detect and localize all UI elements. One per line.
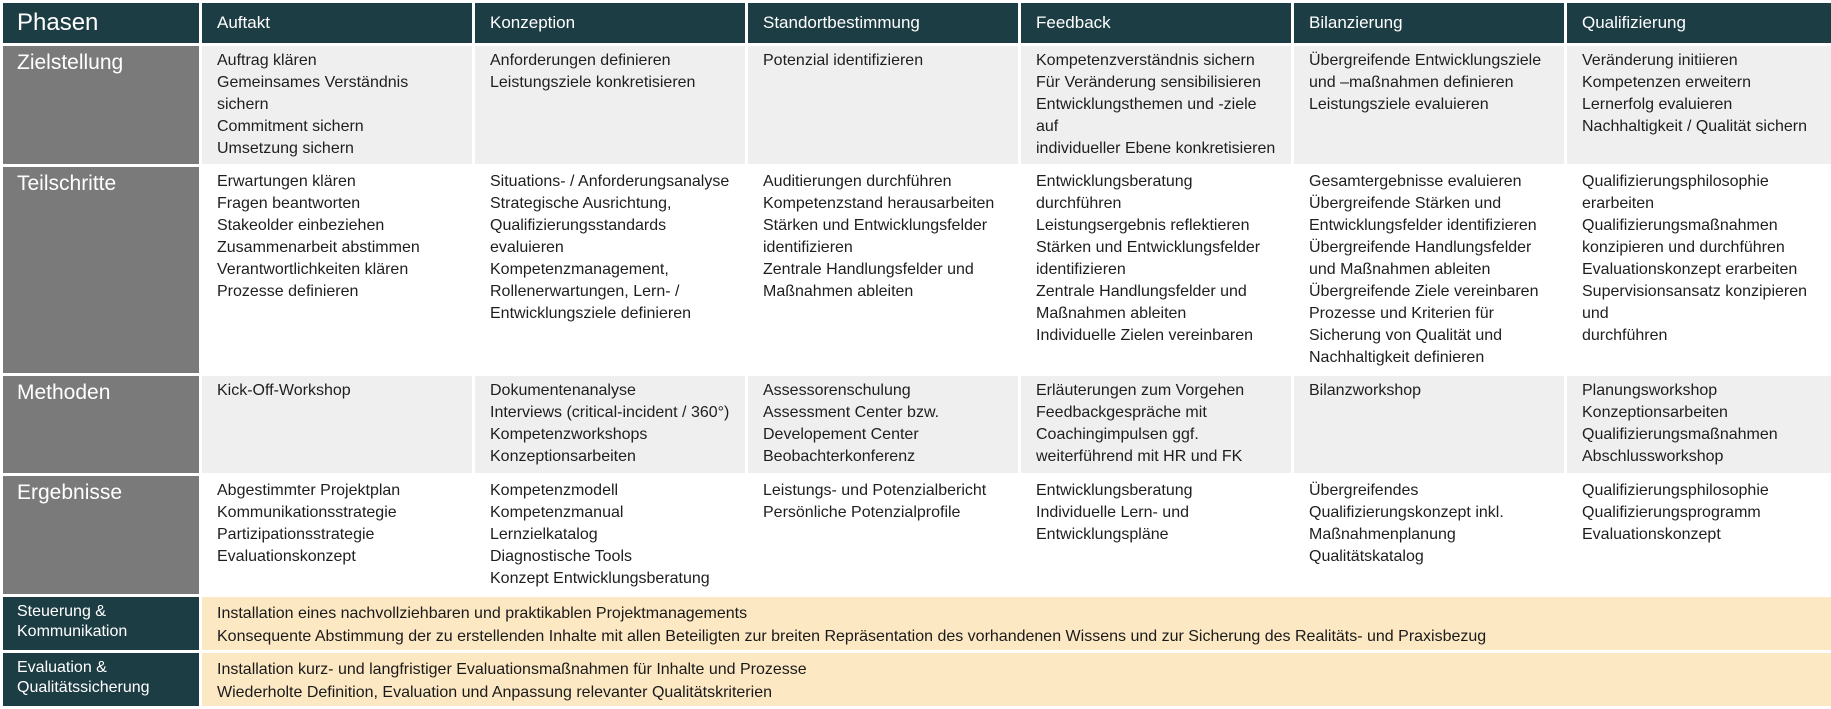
cell-line: Abschlussworkshop [1582, 448, 1724, 465]
cell-line: weiterführend mit HR und FK [1036, 448, 1243, 465]
cell-line: Assessorenschulung [763, 382, 911, 399]
cell-line: Veränderung initiieren [1582, 52, 1738, 69]
cell-line: Prozesse definieren [217, 283, 359, 300]
band-label-line: Kommunikation [17, 623, 128, 640]
band-line: Installation kurz- und langfristiger Evaluationsmaßnahmen für Inhalte und Prozesse [217, 661, 807, 678]
cell-line: Beobachterkonferenz [763, 448, 916, 465]
cell-line: Evaluationskonzept [1582, 526, 1721, 543]
cell-line: Entwicklungsfelder identifizieren [1309, 217, 1537, 234]
cell-line: Stärken und Entwicklungsfelder [1036, 239, 1261, 256]
cell-line: Erwartungen klären [217, 173, 356, 190]
cell-line: Planungsworkshop [1582, 382, 1718, 399]
cell-line: Commitment sichern [217, 118, 364, 135]
cell-line: Maßnahmenplanung [1309, 526, 1456, 543]
cell-line: Kompetenzstand herausarbeiten [763, 195, 995, 212]
corner-header: Phasen [3, 3, 199, 43]
cell-line: Stakeolder einbeziehen [217, 217, 385, 234]
cell-line: Übergreifende Stärken und [1309, 195, 1502, 212]
cell-line: Kompetenzmodell [490, 482, 619, 499]
cell-methoden-auftakt [202, 376, 472, 473]
row-label-ergebnisse: Ergebnisse [3, 476, 199, 594]
cell-line: konzipieren und durchführen [1582, 239, 1785, 256]
cell-ergebnisse-konzeption [475, 476, 745, 594]
phase-header-standortbestimmung: Standortbestimmung [748, 3, 1018, 43]
cell-line: Übergreifende Ziele vereinbaren [1309, 283, 1539, 300]
cell-line: Evaluationskonzept erarbeiten [1582, 261, 1798, 278]
cell-line: Kompetenzmanual [490, 504, 624, 521]
header-row [3, 3, 1831, 43]
band-label-line: Qualitätssicherung [17, 679, 150, 696]
cell-line: Rollenerwartungen, Lern- / [490, 283, 680, 300]
cell-line: Maßnahmen ableiten [763, 283, 914, 300]
cell-line: Leistungsziele evaluieren [1309, 96, 1489, 113]
cell-line: Qualifizierungsphilosophie [1582, 482, 1769, 499]
phase-header-feedback: Feedback [1021, 3, 1291, 43]
cell-line: Developement Center [763, 426, 919, 443]
cell-line: Prozesse und Kriterien für [1309, 305, 1494, 322]
cell-line: Leistungsergebnis reflektieren [1036, 217, 1250, 234]
cell-line: Diagnostische Tools [490, 548, 633, 565]
cell-line: Für Veränderung sensibilisieren [1036, 74, 1262, 91]
cell-line: Interviews (critical-incident / 360°) [490, 404, 730, 421]
cell-line: Umsetzung sichern [217, 140, 354, 157]
cell-line: Gemeinsames Verständnis sichern [217, 74, 409, 113]
band-line: Konsequente Abstimmung der zu erstellenden Inhalte mit allen Beteiligten zur breiten Repräsentation des vorhandenen Wissens und zur Sicherung des Realitäts- und Praxisbezug [217, 628, 1487, 645]
cell-line: Kompetenzen erweitern [1582, 74, 1751, 91]
cell-line: Konzeptionsarbeiten [490, 448, 636, 465]
cell-teilschritte-konzeption [475, 167, 745, 373]
cell-line: erarbeiten [1582, 195, 1655, 212]
cell-line: Individuelle Lern- und [1036, 504, 1189, 521]
cell-line: Zentrale Handlungsfelder und [763, 261, 974, 278]
cell-line: Coachingimpulsen ggf. [1036, 426, 1199, 443]
cell-line: Nachhaltigkeit definieren [1309, 349, 1485, 366]
cell-line: Verantwortlichkeiten klären [217, 261, 409, 278]
cell-line: Persönliche Potenzialprofile [763, 504, 961, 521]
cell-zielstellung-standortbestimmung [748, 46, 1018, 164]
row-label-teilschritte: Teilschritte [3, 167, 199, 373]
cell-line: Qualifizierungsprogramm [1582, 504, 1761, 521]
cell-ergebnisse-qualifizierung [1567, 476, 1831, 594]
band-content-steuerung [202, 597, 1831, 650]
cell-zielstellung-auftakt [202, 46, 472, 164]
cell-zielstellung-bilanzierung [1294, 46, 1564, 164]
cell-line: Leistungs- und Potenzialbericht [763, 482, 987, 499]
cell-line: Entwicklungsthemen und -ziele auf [1036, 96, 1257, 135]
cell-methoden-konzeption [475, 376, 745, 473]
cell-line: Entwicklungsberatung [1036, 482, 1193, 499]
cell-teilschritte-qualifizierung [1567, 167, 1831, 373]
cell-line: Leistungsziele konkretisieren [490, 74, 696, 91]
cell-line: Konzeptionsarbeiten [1582, 404, 1728, 421]
row-ergebnisse [3, 476, 1831, 594]
cell-line: Qualifizierungsmaßnahmen [1582, 217, 1778, 234]
cell-methoden-bilanzierung [1294, 376, 1564, 473]
cell-line: Qualifizierungsstandards evaluieren [490, 217, 667, 256]
cell-teilschritte-standortbestimmung [748, 167, 1018, 373]
cell-line: Entwicklungsberatung durchführen [1036, 173, 1193, 212]
cell-methoden-qualifizierung [1567, 376, 1831, 473]
cell-line: Abgestimmter Projektplan [217, 482, 401, 499]
cell-line: Supervisionsansatz konzipieren und [1582, 283, 1808, 322]
cell-methoden-feedback [1021, 376, 1291, 473]
cell-teilschritte-feedback [1021, 167, 1291, 373]
band-label-steuerung [3, 597, 199, 650]
cell-line: Zentrale Handlungsfelder und [1036, 283, 1247, 300]
band-label-line: Evaluation & [17, 659, 107, 676]
cell-line: Assessment Center bzw. [763, 404, 940, 421]
cell-line: Nachhaltigkeit / Qualität sichern [1582, 118, 1807, 135]
cell-zielstellung-feedback [1021, 46, 1291, 164]
cell-teilschritte-bilanzierung [1294, 167, 1564, 373]
cell-line: Übergreifendes [1309, 482, 1419, 499]
cell-line: Individuelle Zielen vereinbaren [1036, 327, 1254, 344]
cell-line: Kompetenzworkshops [490, 426, 648, 443]
row-label-zielstellung: Zielstellung [3, 46, 199, 164]
cell-line: Maßnahmen ableiten [1036, 305, 1187, 322]
cell-line: Stärken und Entwicklungsfelder [763, 217, 988, 234]
cell-line: Auftrag klären [217, 52, 317, 69]
row-zielstellung [3, 46, 1831, 164]
cell-line: Übergreifende Entwicklungsziele [1309, 52, 1542, 69]
cell-methoden-standortbestimmung [748, 376, 1018, 473]
cell-line: durchführen [1582, 327, 1668, 344]
row-teilschritte [3, 167, 1831, 373]
cell-ergebnisse-auftakt [202, 476, 472, 594]
cell-line: individueller Ebene konkretisieren [1036, 140, 1276, 157]
cell-line: Feedbackgespräche mit [1036, 404, 1207, 421]
cell-line: Qualitätskatalog [1309, 548, 1424, 565]
cell-line: Strategische Ausrichtung, [490, 195, 672, 212]
cell-line: Entwicklungsziele definieren [490, 305, 691, 322]
cell-line: Dokumentenanalyse [490, 382, 636, 399]
cell-line: Qualifizierungsmaßnahmen [1582, 426, 1778, 443]
band-line: Installation eines nachvollziehbaren und praktikablen Projektmanagements [217, 605, 748, 622]
cell-line: Kommunikationsstrategie [217, 504, 397, 521]
cell-line: und –maßnahmen definieren [1309, 74, 1514, 91]
cell-line: Zusammenarbeit abstimmen [217, 239, 420, 256]
cell-line: Bilanzworkshop [1309, 382, 1422, 399]
cell-line: identifizieren [763, 239, 853, 256]
cell-zielstellung-qualifizierung [1567, 46, 1831, 164]
band-content-evaluation [202, 653, 1831, 706]
cell-line: Entwicklungspläne [1036, 526, 1169, 543]
phase-header-qualifizierung: Qualifizierung [1567, 3, 1831, 43]
cell-teilschritte-auftakt [202, 167, 472, 373]
band-label-line: Steuerung & [17, 603, 106, 620]
phase-header-bilanzierung: Bilanzierung [1294, 3, 1564, 43]
cell-line: identifizieren [1036, 261, 1126, 278]
band-label-evaluation [3, 653, 199, 706]
cell-line: Auditierungen durchführen [763, 173, 952, 190]
phase-header-auftakt: Auftakt [202, 3, 472, 43]
cell-line: Situations- / Anforderungsanalyse [490, 173, 730, 190]
band-steuerung [3, 597, 1831, 650]
row-label-methoden: Methoden [3, 376, 199, 473]
cell-line: Kick-Off-Workshop [217, 382, 351, 399]
cell-ergebnisse-bilanzierung [1294, 476, 1564, 594]
cell-ergebnisse-feedback [1021, 476, 1291, 594]
cell-line: Lernerfolg evaluieren [1582, 96, 1733, 113]
cell-line: Qualifizierungskonzept inkl. [1309, 504, 1504, 521]
cell-zielstellung-konzeption [475, 46, 745, 164]
cell-line: Fragen beantworten [217, 195, 361, 212]
row-methoden [3, 376, 1831, 473]
phase-header-konzeption: Konzeption [475, 3, 745, 43]
cell-line: Kompetenzverständnis sichern [1036, 52, 1255, 69]
cell-line: Lernzielkatalog [490, 526, 598, 543]
cell-line: Erläuterungen zum Vorgehen [1036, 382, 1245, 399]
cell-line: Evaluationskonzept [217, 548, 356, 565]
cell-line: Qualifizierungsphilosophie [1582, 173, 1769, 190]
cell-line: Partizipationsstrategie [217, 526, 375, 543]
cell-line: Übergreifende Handlungsfelder [1309, 239, 1532, 256]
cell-line: Sicherung von Qualität und [1309, 327, 1503, 344]
band-evaluation [3, 653, 1831, 706]
band-line: Wiederholte Definition, Evaluation und Anpassung relevanter Qualitätskriterien [217, 684, 772, 701]
cell-line: Gesamtergebnisse evaluieren [1309, 173, 1522, 190]
cell-ergebnisse-standortbestimmung [748, 476, 1018, 594]
cell-line: Kompetenzmanagement, [490, 261, 669, 278]
cell-line: und Maßnahmen ableiten [1309, 261, 1491, 278]
cell-line: Potenzial identifizieren [763, 52, 924, 69]
cell-line: Anforderungen definieren [490, 52, 671, 69]
cell-line: Konzept Entwicklungsberatung [490, 570, 710, 587]
